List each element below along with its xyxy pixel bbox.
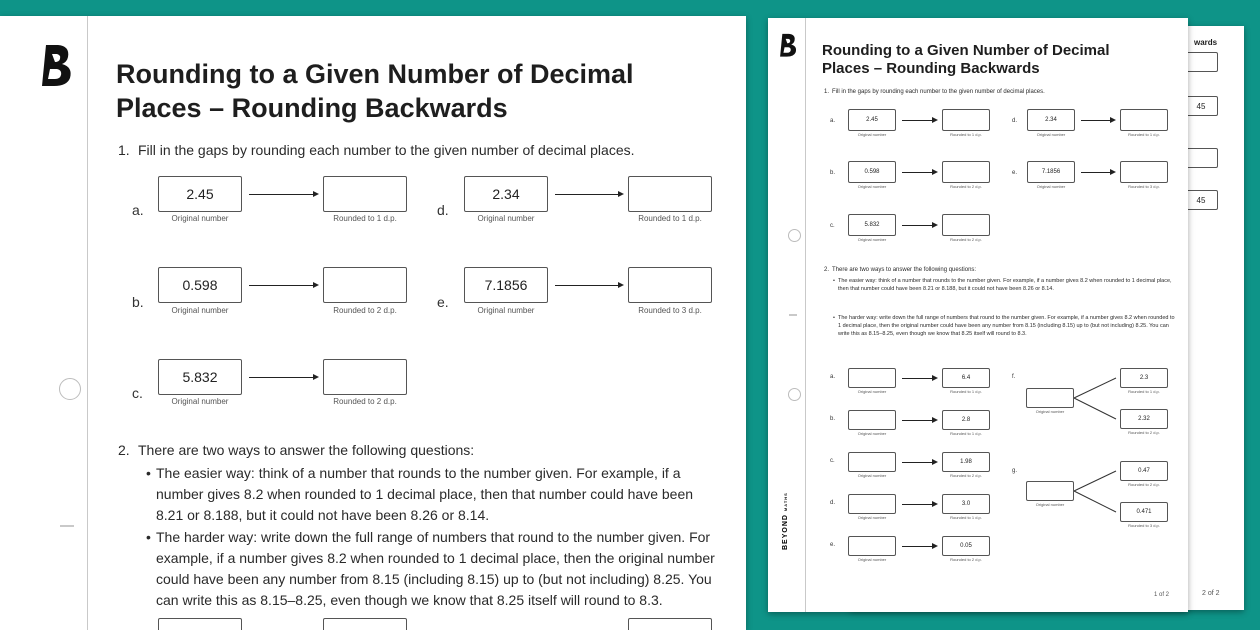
small-q2-a-rounded-box: 6.4 bbox=[942, 368, 990, 388]
back-box: 45 bbox=[1184, 96, 1218, 116]
bullet-dot: • bbox=[146, 465, 151, 481]
punch-hole bbox=[59, 378, 81, 400]
item-c-original-box: 5.832 bbox=[158, 359, 242, 395]
small-q2-c-label: c. bbox=[830, 458, 835, 464]
small-item-d-rounded-caption: Rounded to 1 d.p. bbox=[1128, 132, 1160, 137]
small-q2-c-rounded-box: 1.98 bbox=[942, 452, 990, 472]
small-question-2-text: There are two ways to answer the following questions: bbox=[832, 267, 977, 273]
small-q2-g-top-caption: Rounded to 2 d.p. bbox=[1128, 482, 1160, 487]
small-q2-d-original-caption: Original number bbox=[857, 515, 887, 520]
small-item-a-rounded-caption: Rounded to 1 d.p. bbox=[950, 132, 982, 137]
item-d-original-caption: Original number bbox=[477, 214, 535, 223]
small-item-e-label: e. bbox=[1012, 170, 1018, 176]
small-question-2-number: 2. bbox=[824, 267, 830, 273]
small-q2-b-original-caption: Original number bbox=[857, 431, 887, 436]
back-box: 45 bbox=[1184, 190, 1218, 210]
cropped-box bbox=[323, 618, 407, 630]
item-e-answer-box[interactable] bbox=[628, 267, 712, 303]
bullet-easier-way bbox=[146, 463, 736, 526]
small-q2-f-bottom-caption: Rounded to 2 d.p. bbox=[1128, 430, 1160, 435]
small-q2-d-rounded-caption: Rounded to 1 d.p. bbox=[950, 515, 982, 520]
small-q2-d-label: d. bbox=[830, 500, 836, 506]
page-title-line-2: Places – Rounding Backwards bbox=[116, 92, 508, 123]
small-q2-f-top-caption: Rounded to 1 d.p. bbox=[1128, 389, 1160, 394]
small-q2-g-bottom-caption: Rounded to 3 d.p. bbox=[1128, 523, 1160, 528]
small-q2-g-label: g. bbox=[1012, 468, 1018, 474]
small-item-d-original-caption: Original number bbox=[1036, 132, 1066, 137]
small-item-a-original-caption: Original number bbox=[857, 132, 887, 137]
easier-line-1: The easier way: think of a number that rounds to the number given. For example, if a bbox=[156, 465, 681, 481]
small-item-b-label: b. bbox=[830, 170, 836, 176]
small-q2-e-rounded-box: 0.05 bbox=[942, 536, 990, 556]
question-1-text: Fill in the gaps by rounding each number to the given number of decimal places. bbox=[138, 142, 635, 158]
beyond-logo-icon bbox=[40, 42, 76, 88]
small-item-b-original-caption: Original number bbox=[857, 184, 887, 189]
item-a-label: a. bbox=[132, 202, 144, 218]
brand-word: BEYOND bbox=[782, 514, 789, 550]
bullet-dot: • bbox=[146, 529, 151, 545]
fold-mark bbox=[60, 525, 74, 527]
item-e-original-box: 7.1856 bbox=[464, 267, 548, 303]
small-item-c-label: c. bbox=[830, 223, 835, 229]
back-page-number: 2 of 2 bbox=[1202, 590, 1220, 597]
item-e-rounded-caption: Rounded to 3 d.p. bbox=[638, 306, 702, 315]
item-b-rounded-caption: Rounded to 2 d.p. bbox=[333, 306, 397, 315]
item-b-original-caption: Original number bbox=[171, 306, 229, 315]
small-item-e-original-box: 7.1856 bbox=[1027, 161, 1075, 183]
item-a-answer-box[interactable] bbox=[323, 176, 407, 212]
bullet-dot: • bbox=[833, 315, 835, 321]
back-box bbox=[1184, 148, 1218, 168]
small-q2-e-original-caption: Original number bbox=[857, 557, 887, 562]
page-title bbox=[116, 58, 736, 126]
item-e-label: e. bbox=[437, 294, 449, 310]
small-title-line-2: Places – Rounding Backwards bbox=[822, 60, 1040, 77]
item-d-label: d. bbox=[437, 202, 449, 218]
item-a-rounded-caption: Rounded to 1 d.p. bbox=[333, 214, 397, 223]
item-c-rounded-caption: Rounded to 2 d.p. bbox=[333, 397, 397, 406]
harder-line-1: The harder way: write down the full range of numbers that round to the number given. For bbox=[156, 529, 711, 545]
small-q2-f-original-caption: Original number bbox=[1035, 409, 1065, 414]
small-q2-f-top-box: 2.3 bbox=[1120, 368, 1168, 388]
back-box bbox=[1184, 52, 1218, 72]
harder-line-4: can write this as 8.15–8.25, even though we know that 8.25 itself will round to 8.3. bbox=[156, 592, 663, 608]
item-c-answer-box[interactable] bbox=[323, 359, 407, 395]
small-item-c-original-caption: Original number bbox=[857, 237, 887, 242]
small-q2-f-bottom-box: 2.32 bbox=[1120, 409, 1168, 429]
small-item-c-rounded-caption: Rounded to 2 d.p. bbox=[950, 237, 982, 242]
small-q2-f-label: f. bbox=[1012, 374, 1016, 380]
small-q2-a-original-caption: Original number bbox=[857, 389, 887, 394]
cropped-box bbox=[628, 618, 712, 630]
brand-sub: MATHS bbox=[783, 492, 788, 512]
small-item-c-original-box: 5.832 bbox=[848, 214, 896, 236]
small-easier-text: The easier way: think of a number that rounds to the number given. For example, if a number gives 8.2 when rounded to 1 decimal place, then that number could have been 8.21 or 8.188, but it could not have been 8.26 or 8.14. bbox=[838, 278, 1172, 292]
small-item-b-original-box: 0.598 bbox=[848, 161, 896, 183]
worksheet-page-large bbox=[0, 16, 746, 630]
small-q2-g-original-caption: Original number bbox=[1035, 502, 1065, 507]
small-harder-text: The harder way: write down the full range of numbers that round to the number given. For example, if a number gives 8.2 when rounded to 1 decimal place, then the original number could have been any number from 8.15 (including 8.15) up to (but not including) 8.25. You can write this as 8.15–8.25, even though we know that 8.25 itself will round to 8.3. bbox=[838, 315, 1175, 337]
item-e-arrow bbox=[555, 285, 622, 286]
margin-line bbox=[87, 16, 88, 630]
item-b-answer-box[interactable] bbox=[323, 267, 407, 303]
item-e-original-caption: Original number bbox=[477, 306, 535, 315]
item-b-label: b. bbox=[132, 294, 144, 310]
small-item-d-original-box: 2.34 bbox=[1027, 109, 1075, 131]
small-q2-b-rounded-box: 2.8 bbox=[942, 410, 990, 430]
question-1-number: 1. bbox=[118, 142, 130, 158]
small-q2-f-original-box[interactable] bbox=[1026, 388, 1074, 408]
item-b-original-box: 0.598 bbox=[158, 267, 242, 303]
small-item-a-original-box: 2.45 bbox=[848, 109, 896, 131]
small-q2-g-bottom-box: 0.471 bbox=[1120, 502, 1168, 522]
harder-line-3: could have been any number from 8.15 (including 8.15) up to (but not including) 8.25. You bbox=[156, 571, 712, 587]
bullet-harder-way bbox=[146, 527, 736, 611]
easier-line-3: 8.21 or 8.188, but it could not have been 8.26 or 8.14. bbox=[156, 507, 490, 523]
item-a-original-box: 2.45 bbox=[158, 176, 242, 212]
item-c-label: c. bbox=[132, 385, 143, 401]
small-question-1-number: 1. bbox=[824, 89, 830, 95]
small-q2-d-rounded-box: 3.0 bbox=[942, 494, 990, 514]
small-page-number: 1 of 2 bbox=[1154, 592, 1170, 598]
page-title-line-1: Rounding to a Given Number of Decimal bbox=[116, 59, 634, 89]
item-d-arrow bbox=[555, 194, 622, 195]
small-q2-e-label: e. bbox=[830, 542, 836, 548]
easier-line-2: number gives 8.2 when rounded to 1 decimal place, then that number could have been bbox=[156, 486, 694, 502]
item-d-rounded-caption: Rounded to 1 d.p. bbox=[638, 214, 702, 223]
small-item-a-label: a. bbox=[830, 118, 836, 124]
small-item-b-rounded-caption: Rounded to 2 d.p. bbox=[950, 184, 982, 189]
small-title-line-1: Rounding to a Given Number of Decimal bbox=[822, 42, 1110, 59]
harder-line-2: example, if a number gives 8.2 when rounded to 1 decimal place, then the original number bbox=[156, 550, 715, 566]
question-2-text: There are two ways to answer the following questions: bbox=[138, 442, 475, 458]
back-page-title-fragment: wards bbox=[1194, 38, 1218, 47]
small-item-e-rounded-caption: Rounded to 3 d.p. bbox=[1128, 184, 1160, 189]
small-q2-g-top-box: 0.47 bbox=[1120, 461, 1168, 481]
item-d-original-box: 2.34 bbox=[464, 176, 548, 212]
question-2-number: 2. bbox=[118, 442, 130, 458]
small-q2-c-original-caption: Original number bbox=[857, 473, 887, 478]
small-q2-a-label: a. bbox=[830, 374, 836, 380]
small-q2-g-original-box[interactable] bbox=[1026, 481, 1074, 501]
small-q2-a-rounded-caption: Rounded to 1 d.p. bbox=[950, 389, 982, 394]
cropped-box bbox=[158, 618, 242, 630]
small-question-1-text: Fill in the gaps by rounding each number to the given number of decimal places. bbox=[832, 89, 1045, 95]
bullet-dot: • bbox=[833, 278, 835, 284]
item-a-arrow bbox=[249, 194, 317, 195]
item-a-original-caption: Original number bbox=[171, 214, 229, 223]
item-d-answer-box[interactable] bbox=[628, 176, 712, 212]
item-c-arrow bbox=[249, 377, 317, 378]
small-q2-b-label: b. bbox=[830, 416, 836, 422]
item-b-arrow bbox=[249, 285, 317, 286]
worksheet-page-small bbox=[768, 18, 1188, 612]
small-item-e-original-caption: Original number bbox=[1036, 184, 1066, 189]
small-q2-b-rounded-caption: Rounded to 1 d.p. bbox=[950, 431, 982, 436]
small-q2-c-rounded-caption: Rounded to 2 d.p. bbox=[950, 473, 982, 478]
small-item-d-label: d. bbox=[1012, 118, 1018, 124]
small-q2-e-rounded-caption: Rounded to 2 d.p. bbox=[950, 557, 982, 562]
item-c-original-caption: Original number bbox=[171, 397, 229, 406]
